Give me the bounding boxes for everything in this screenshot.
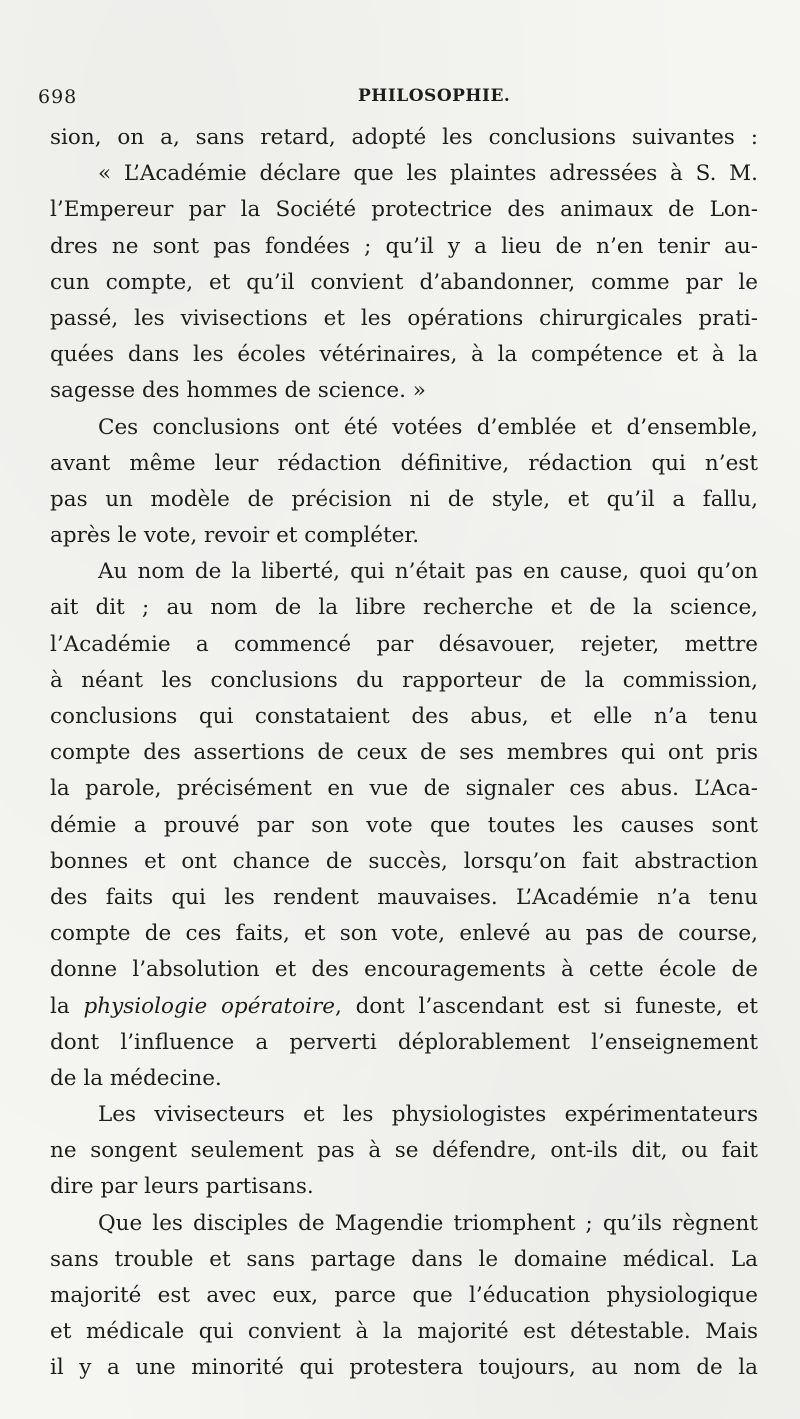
text-line: Que les disciples de Magendie triomphent ; qu’ils règnent: [98, 1210, 758, 1236]
text-line: dont l’influence a perverti déplorablement l’enseignement: [50, 1029, 758, 1055]
text-line-with-italic: la physiologie opératoire, dont l’ascendant est si funeste, et: [50, 993, 758, 1019]
text-line: pas un modèle de précision ni de style, et qu’il a fallu,: [50, 486, 758, 512]
text-line: passé, les vivisections et les opérations chirurgicales prati-: [50, 305, 758, 331]
text-line: bonnes et ont chance de succès, lorsqu’on fait abstraction: [50, 848, 758, 874]
body-text: [50, 120, 758, 1387]
text-line: Les vivisecteurs et les physiologistes expérimentateurs: [98, 1102, 758, 1128]
text-line: Au nom de la liberté, qui n’était pas en cause, quoi qu’on: [98, 559, 758, 585]
text-line: démie a prouvé par son vote que toutes les causes sont: [50, 812, 758, 838]
text-line: l’Empereur par la Société protectrice des animaux de Lon-: [50, 197, 758, 223]
text-line: « L’Académie déclare que les plaintes adressées à S. M.: [98, 161, 758, 187]
text-line: quées dans les écoles vétérinaires, à la compétence et à la: [50, 342, 758, 368]
text-line: sion, on a, sans retard, adopté les conclusions suivantes :: [50, 125, 758, 150]
text-line: sagesse des hommes de science. »: [50, 378, 426, 404]
text-line: sans trouble et sans partage dans le domaine médical. La: [50, 1246, 758, 1272]
text-line: après le vote, revoir et compléter.: [50, 523, 420, 549]
text-line: ne songent seulement pas à se défendre, ont-ils dit, ou fait: [50, 1138, 758, 1164]
text-line: compte de ces faits, et son vote, enlevé au pas de course,: [50, 921, 758, 947]
text-line: dres ne sont pas fondées ; qu’il y a lieu de n’en tenir au-: [50, 233, 758, 259]
text-line: Ces conclusions ont été votées d’emblée et d’ensemble,: [98, 414, 758, 440]
page-number: 698: [38, 86, 78, 108]
text-line: cun compte, et qu’il convient d’abandonner, comme par le: [50, 269, 758, 295]
text-line: avant même leur rédaction définitive, rédaction qui n’est: [50, 450, 758, 476]
text-line: l’Académie a commencé par désavouer, rejeter, mettre: [50, 631, 758, 657]
italic-term: physiologie opératoire: [83, 993, 335, 1019]
text-line: des faits qui les rendent mauvaises. L’Académie n’a tenu: [50, 884, 758, 910]
text-line: de la médecine.: [50, 1065, 222, 1091]
text-line: compte des assertions de ceux de ses membres qui ont pris: [50, 740, 758, 766]
text-line: la parole, précisément en vue de signaler ces abus. L’Aca-: [50, 776, 758, 802]
text-line: ait dit ; au nom de la libre recherche et de la science,: [50, 595, 758, 621]
text-line: conclusions qui constataient des abus, et elle n’a tenu: [50, 704, 758, 729]
text-line: dire par leurs partisans.: [50, 1174, 314, 1200]
text-line: à néant les conclusions du rapporteur de la commission,: [50, 667, 758, 693]
page-header: [36, 86, 756, 110]
text-line: il y a une minorité qui protestera toujours, au nom de la: [50, 1355, 758, 1381]
running-head: PHILOSOPHIE.: [358, 86, 511, 106]
text-line: majorité est avec eux, parce que l’éducation physiologique: [50, 1283, 758, 1308]
text-line: et médicale qui convient à la majorité est détestable. Mais: [50, 1319, 758, 1345]
text-line: donne l’absolution et des encouragements à cette école de: [50, 957, 758, 983]
